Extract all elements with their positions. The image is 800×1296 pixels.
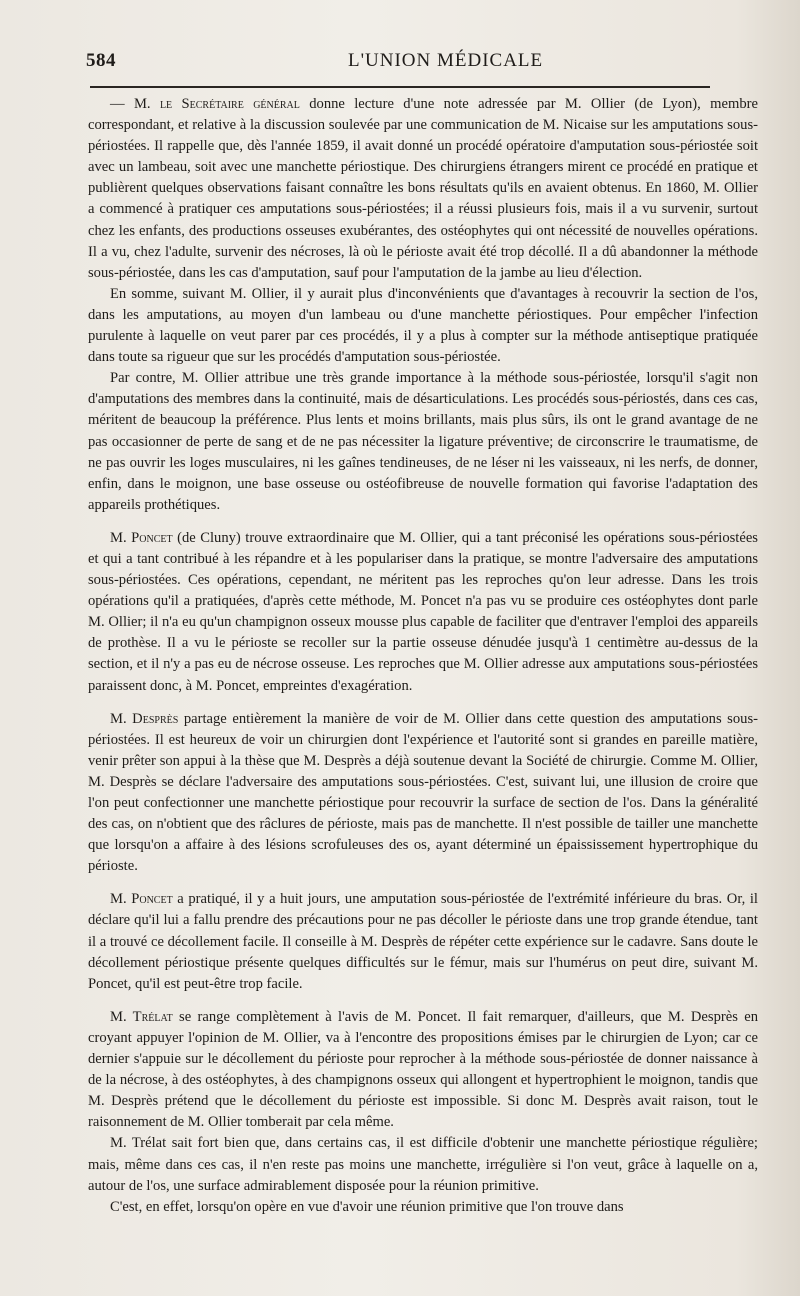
paragraph-text: (de Cluny) trouve extraordinaire que M. Ollier, qui a tant préconisé les opérations sous-périostées et qui a tant contribué à les répandre et à les populariser dans la pratique, se montre l'adversaire des amputations sous-périostées. Ces opérations, cependant, ne méritent pas les reproches qu'on leur adresse. Dans les trois opérations qu'il a pratiquées, d'après cette méthode, M. Poncet n'a pas vu se produire ces ostéophytes dont parle M. Ollier; il n'a eu qu'un champignon osseux mousse plus capable de faciliter que d'entraver l'emploi des appareils de prothèse. Il a vu le périoste se recoller sur la partie osseuse dénudée jusqu'à 1 centimètre au-dessus de la section, et il n'y a pas eu de nécrose osseuse. Les reproches que M. Ollier adresse aux amputations sous-périostées paraissent donc, à M. Poncet, empreintes d'exagération.: [88, 529, 758, 694]
paragraph-text: Par contre, M. Ollier attribue une très grande importance à la méthode sous-périostée, lorsqu'il s'agit non d'amputations des membres dans la continuité, mais de désarticulations. Les procédés sous-périostés, dans ces cas, méritent de beaucoup la préférence. Plus lents et moins brillants, mais plus sûrs, ils ont le grand avantage de ne pas occasionner de perte de sang et de ne pas nécessiter la ligature préventive; de circonscrire le traumatisme, de ne pas ouvrir les loges musculaires, ni les gaînes tendineuses, de ne léser ni les vaisseaux, ni les nerfs, de donner, enfin, dans le moignon, une base osseuse ou ostéofibreuse de nouvelle formation qui favorise l'adaptation des appareils prothétiques.: [88, 370, 758, 513]
paragraph-summary: [88, 284, 758, 368]
speaker-name: M. Poncet: [110, 891, 173, 908]
paragraph-text: se range complètement à l'avis de M. Poncet. Il fait remarquer, d'ailleurs, que M. Desprès en croyant appuyer l'opinion de M. Ollier, va à l'encontre des propositions émises par le chirurgien de Lyon; car ce dernier s'appuie sur le décollement du périoste pour reprocher à la méthode sous-périostée de donner naissance à de la nécrose, à des ostéophytes, à des champignons osseux qui allongent et hypertrophient le moignon, tandis que M. Desprès prétend que le décollement du périoste est impossible. Si donc M. Desprès avait raison, tout le raisonnement de M. Ollier tomberait par cela même.: [88, 1008, 758, 1131]
paragraph-disarticulation: [88, 368, 758, 516]
page-header: [86, 46, 740, 74]
paragraph-text: C'est, en effet, lorsqu'on opère en vue d'avoir une réunion primitive que l'on trouve dans: [110, 1198, 624, 1215]
paragraph-text: M. Trélat sait fort bien que, dans certains cas, il est difficile d'obtenir une manchette périostique régulière; mais, même dans ces cas, il n'en reste pas moins une manchette, irrégulière si l'on veut, grâce à laquelle on a, autour de l'os, une surface admirablement disposée pour la réunion primitive.: [88, 1135, 758, 1194]
speaker-name: M. Poncet: [110, 529, 173, 546]
speaker-name: M. Trélat: [110, 1008, 173, 1025]
speaker-name: M. Desprès: [110, 710, 179, 727]
paragraph-trelat-continued: [88, 1133, 758, 1196]
running-title: L'UNION MÉDICALE: [348, 50, 544, 71]
paragraph-poncet-reply: [88, 889, 758, 994]
page-number: 584: [86, 50, 116, 71]
paragraph-secretary: [88, 94, 758, 284]
article-body: [88, 94, 758, 1218]
paragraph-text: a pratiqué, il y a huit jours, une amputation sous-périostée de l'extrémité inférieure du bras. Or, il déclare qu'il lui a fallu prendre des précautions pour ne pas décoller le périoste dans une trop grande étendue, tant il a trouvé ce décollement facile. Il conseille à M. Desprès de répéter cette expérience sur le cadavre. Sans doute le décollement périostique présente quelques difficultés sur le fémur, mais sur l'humérus on peut dire, suivant M. Poncet, qu'il est peut-être trop facile.: [88, 891, 758, 992]
paragraph-text: donne lecture d'une note adressée par M. Ollier (de Lyon), membre correspondant, et relative à la discussion soulevée par une communication de M. Nicaise sur les amputations sous-périostées. Il rappelle que, dès l'année 1859, il avait donné un procédé opératoire d'amputation sous-périostée soit avec un lambeau, soit avec une manchette périostique. Des chirurgiens étrangers mirent ce procédé en pratique et publièrent quelques observations faisant connaître les bons résultats qu'ils en avaient obtenus. En 1860, M. Ollier a commencé à pratiquer ces amputations sous-périostées; il a réussi plusieurs fois, mais il a vu survenir, surtout chez les enfants, des productions osseuses exubérantes, des ostéophytes qui ont nécessité de nouvelles opérations. Il a vu, chez l'adulte, survenir des nécroses, là où le périoste avait été trop décollé. Il a dû abandonner la méthode sous-périostée, dans les cas d'amputation, sauf pour l'amputation de la jambe au lieu d'élection.: [88, 96, 758, 281]
paragraph-text: En somme, suivant M. Ollier, il y aurait plus d'inconvénients que d'avantages à recouvrir la section de l'os, dans les amputations, au moyen d'un lambeau ou d'une manchette périostiques. Pour empêcher l'infection purulente à laquelle on veut parer par ces procédés, il y a plus à compter sur la méthode antiseptique pratiquée dans toute sa rigueur que sur les procédés d'amputation sous-périostée.: [88, 285, 758, 366]
paragraph-trelat: [88, 1007, 758, 1134]
paragraph-poncet: [88, 528, 758, 697]
header-rule: [90, 86, 710, 88]
paragraph-text: partage entièrement la manière de voir de M. Ollier dans cette question des amputations sous-périostées. Il est heureux de voir un chirurgien dont l'expérience et l'autorité sont si grandes en pareille matière, venir prêter son appui à la thèse que M. Desprès a déjà soutenue devant la Société de chirurgie. Comme M. Ollier, M. Desprès se déclare l'adversaire des amputations sous-périostées. C'est, suivant lui, une illusion de croire que l'on peut confectionner une manchette périostique pour recouvrir la surface de section de l'os. Dans la généralité des cas, on n'obtient que des râclures de périoste, mais pas de manchette. Il n'est possible de tailler une manchette que lorsqu'on a affaire à des lésions scrofuleuses des os, ayant déterminé un épaississement hypertrophique du périoste.: [88, 710, 758, 875]
paragraph-closing: [88, 1197, 758, 1218]
speaker-name: — M. le Secrétaire général: [110, 96, 300, 112]
paragraph-despres: [88, 709, 758, 878]
